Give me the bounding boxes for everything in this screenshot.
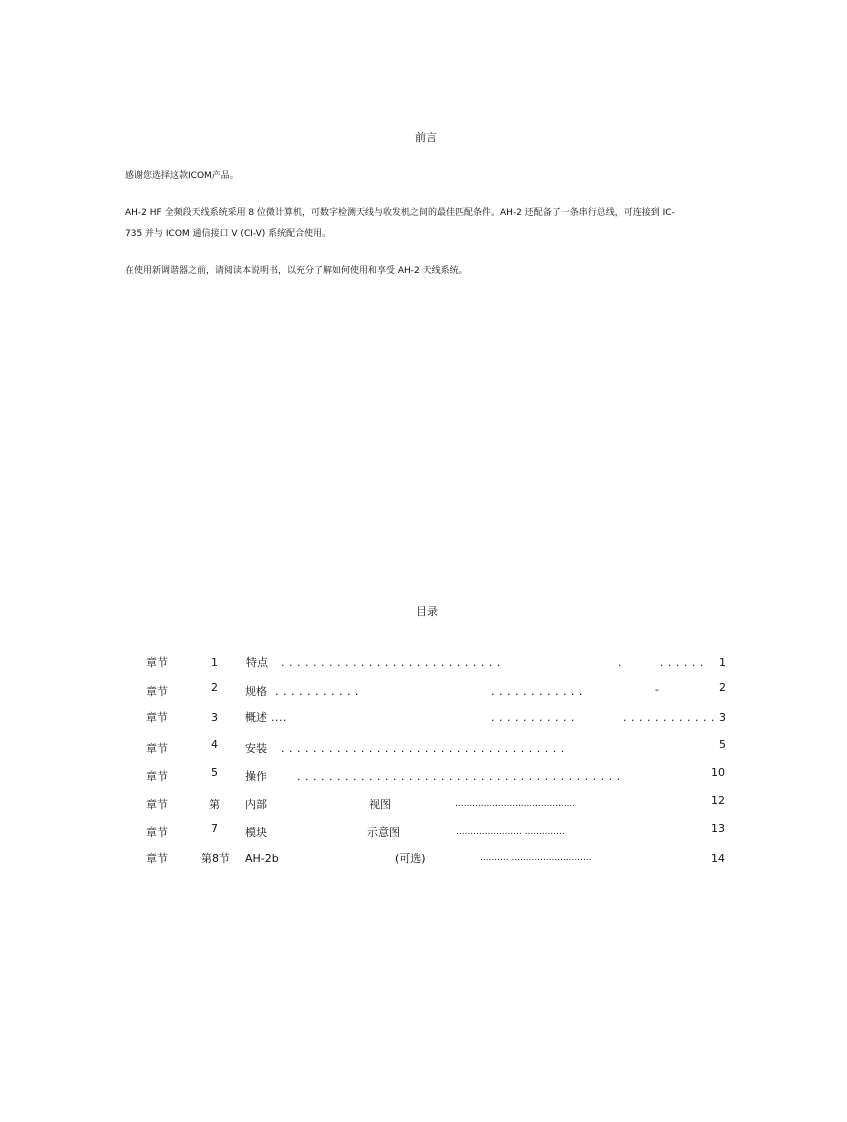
toc-chapter-title: 安装 <box>245 742 267 755</box>
toc-leader-dots: . . . . . . . . . . . . . . . . . . . . . . . . . . . . . . . . . . . . <box>281 742 565 755</box>
toc-chapter-label: 章节 <box>146 852 168 865</box>
toc-chapter-label: 章节 <box>146 770 168 783</box>
toc-chapter-label: 章节 <box>146 711 168 724</box>
toc-chapter-number: 第8节 <box>201 852 230 865</box>
toc-chapter-label: 章节 <box>146 656 168 669</box>
toc-chapter-title-extra: 示意图 <box>367 826 400 839</box>
intro-line-1: AH-2 HF 全频段天线系统采用 8 位微计算机，可数字检测天线与收发机之间的最佳匹配条件。AH-2 还配备了一条串行总线，可连接到 IC- <box>125 208 675 218</box>
toc-chapter-title: 特点 <box>246 656 268 669</box>
toc-leader-dots: . . . . . . . . . . . <box>491 711 575 724</box>
toc-chapter-title-extra: 视图 <box>369 798 391 811</box>
instruction-text: 在使用新调谐器之前，请阅读本说明书，以充分了解如何使用和享受 AH-2 天线系统。 <box>125 266 468 276</box>
toc-chapter-title-extra: (可选) <box>395 852 426 865</box>
toc-page-number: 14 <box>711 852 725 865</box>
toc-leader-dots: .... <box>271 711 287 724</box>
toc-chapter-label: 章节 <box>146 742 168 755</box>
toc-chapter-title: 规格 <box>245 685 267 698</box>
toc-leader-dots: . . . . . . . . . . . . <box>491 685 583 698</box>
intro-line-2: 735 并与 ICOM 通信接口 V (CI-V) 系统配合使用。 <box>125 229 332 239</box>
toc-chapter-label: 章节 <box>146 798 168 811</box>
toc-chapter-number: 5 <box>211 766 218 779</box>
toc-chapter-number: 7 <box>211 822 218 835</box>
toc-chapter-title: 操作 <box>245 770 267 783</box>
toc-leader-dots: . . . . . . . . . . . <box>275 685 359 698</box>
toc-chapter-label: 章节 <box>146 826 168 839</box>
toc-leader-dots: - <box>655 683 660 696</box>
toc-chapter-number: 2 <box>211 681 218 694</box>
toc-leader-dots: ....................... .............. <box>456 827 565 837</box>
toc-chapter-number: 3 <box>211 711 218 724</box>
thanks-text: 感谢您选择这款ICOM产品。 <box>125 171 239 181</box>
toc-page-number: 1 <box>719 656 726 669</box>
toc-chapter-number: 4 <box>211 738 218 751</box>
preface-title: 前言 <box>415 131 437 144</box>
toc-leader-dots: .......................................... <box>455 799 576 809</box>
toc-leader-dots: . . . . . . <box>660 656 704 669</box>
toc-page-number: 5 <box>719 738 726 751</box>
toc-leader-dots: . . . . . . . . . . . . <box>623 711 715 724</box>
toc-chapter-label: 章节 <box>146 685 168 698</box>
toc-chapter-title: 内部 <box>245 798 267 811</box>
toc-page-number: 13 <box>711 822 725 835</box>
toc-chapter-number: 第 <box>209 798 220 811</box>
toc-leader-dots: . . . . . . . . . . . . . . . . . . . . . . . . . . . . <box>281 656 501 669</box>
toc-title: 目录 <box>416 605 438 618</box>
toc-chapter-title: AH-2b <box>245 852 279 865</box>
toc-leader-dots: . <box>618 656 622 669</box>
toc-chapter-title: 概述 <box>245 711 267 724</box>
toc-page-number: 12 <box>711 794 725 807</box>
toc-chapter-number: 1 <box>211 656 218 669</box>
toc-chapter-title: 模块 <box>245 826 267 839</box>
toc-page-number: 3 <box>719 711 726 724</box>
toc-leader-dots: .......... ............................ <box>480 853 592 863</box>
toc-page-number: 2 <box>719 681 726 694</box>
toc-page-number: 10 <box>711 766 725 779</box>
toc-leader-dots: . . . . . . . . . . . . . . . . . . . . . . . . . . . . . . . . . . . . . . . . . <box>297 770 621 783</box>
